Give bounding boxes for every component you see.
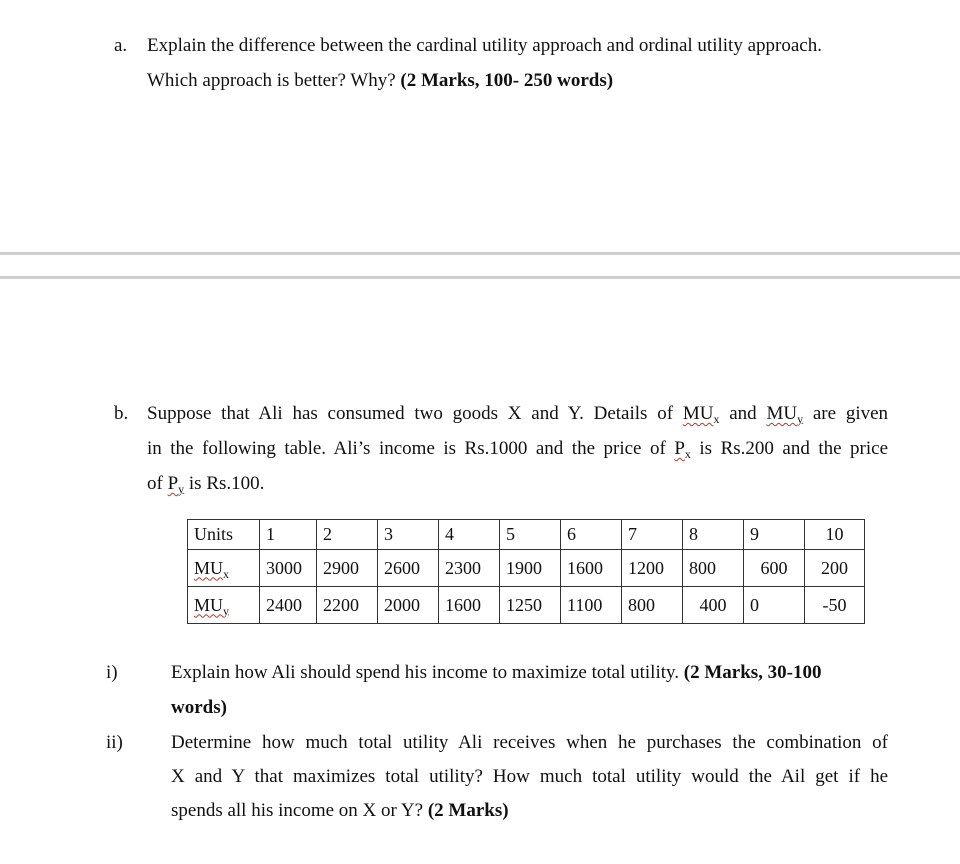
question-b-line-2-end: is Rs.200 and the price [699,438,888,459]
mu-x-cell: 600 [744,550,805,587]
sub-question-ii-text: spends all his income on X or Y? [171,800,424,821]
mu-y-cell: 2400 [260,587,317,624]
mu-x-cell: 2600 [378,550,439,587]
mu-x-cell: 1600 [561,550,622,587]
units-cell: 3 [378,520,439,550]
mu-x-row [188,550,865,587]
units-cell: 2 [317,520,378,550]
mu-y-cell: 400 [683,587,744,624]
units-cell: 9 [744,520,805,550]
sub-question-i-marker: i) [106,662,118,683]
sub-question-ii-marks: (2 Marks) [427,800,509,821]
question-b-line-1-text: Suppose that Ali has consumed two goods X and Y. Details of [147,403,674,424]
sub-question-i-marks: (2 Marks, 30-100 [683,662,822,683]
sub-question-i-line-1 [171,662,822,684]
question-a-marker: a. [114,35,128,56]
sub-question-ii-line-1: Determine how much total utility Ali receives when he purchases the combination of [171,732,888,753]
mu-y-cell: 1600 [439,587,500,624]
mu-x-cell: 200 [805,550,865,587]
mu-y-cell: 2000 [378,587,439,624]
mu-x-symbol: $MU_x$ [682,403,720,426]
mu-y-cell: 0 [744,587,805,624]
units-cell: 1 [260,520,317,550]
mu-x-cell: 2300 [439,550,500,587]
p-y-symbol: $P_y$ [167,473,185,496]
sub-question-i-marks-end: words) [171,697,227,718]
question-b-and: and [729,403,757,424]
question-b-line-2 [147,438,888,460]
question-a-line-1: Explain the difference between the cardinal utility approach and ordinal utility approach. [147,35,822,56]
mu-x-header: $MU_x$ [188,550,260,587]
mu-y-cell: 2200 [317,587,378,624]
utility-table [187,519,865,624]
units-cell: 10 [805,520,865,550]
sub-question-i-line-2 [171,697,227,719]
mu-x-cell: 800 [683,550,744,587]
units-row [188,520,865,550]
mu-x-cell: 1900 [500,550,561,587]
units-cell: 8 [683,520,744,550]
mu-y-cell: 1250 [500,587,561,624]
sub-question-i-text: Explain how Ali should spend his income to maximize total utility. [171,662,680,683]
question-b-line-3 [147,473,264,495]
mu-y-row [188,587,865,624]
mu-y-symbol: $MU_y$ [766,403,804,426]
question-a-line-2 [147,70,613,92]
question-a-marks: (2 Marks, 100- 250 words) [400,70,614,91]
units-cell: 5 [500,520,561,550]
mu-x-cell: 3000 [260,550,317,587]
units-cell: 7 [622,520,683,550]
question-a-line-2-text: Which approach is better? Why? [147,70,396,91]
section-divider-top [0,252,960,255]
mu-y-cell: 800 [622,587,683,624]
mu-y-header: $MU_y$ [188,587,260,624]
units-cell: 4 [439,520,500,550]
units-cell: 6 [561,520,622,550]
question-b-line-1 [147,403,888,425]
sub-question-ii-line-2: X and Y that maximizes total utility? How much total utility would the Ail get if he [171,766,888,787]
sub-question-ii-line-3 [171,800,509,822]
section-divider-bottom [0,276,960,279]
question-b-line-3-end: is Rs.100. [188,473,265,494]
question-b-line-1-end: are given [812,403,889,424]
sub-question-ii-marker: ii) [106,732,123,753]
question-b-line-3-of: of [147,473,163,494]
question-b-marker: b. [114,403,129,424]
mu-y-cell: -50 [805,587,865,624]
mu-y-cell: 1100 [561,587,622,624]
mu-x-cell: 2900 [317,550,378,587]
units-header: Units [188,520,260,550]
question-b-line-2-text: in the following table. Ali’s income is Rs.1000 and the price of [147,438,666,459]
p-x-symbol: $P_x$ [674,438,691,461]
mu-x-cell: 1200 [622,550,683,587]
